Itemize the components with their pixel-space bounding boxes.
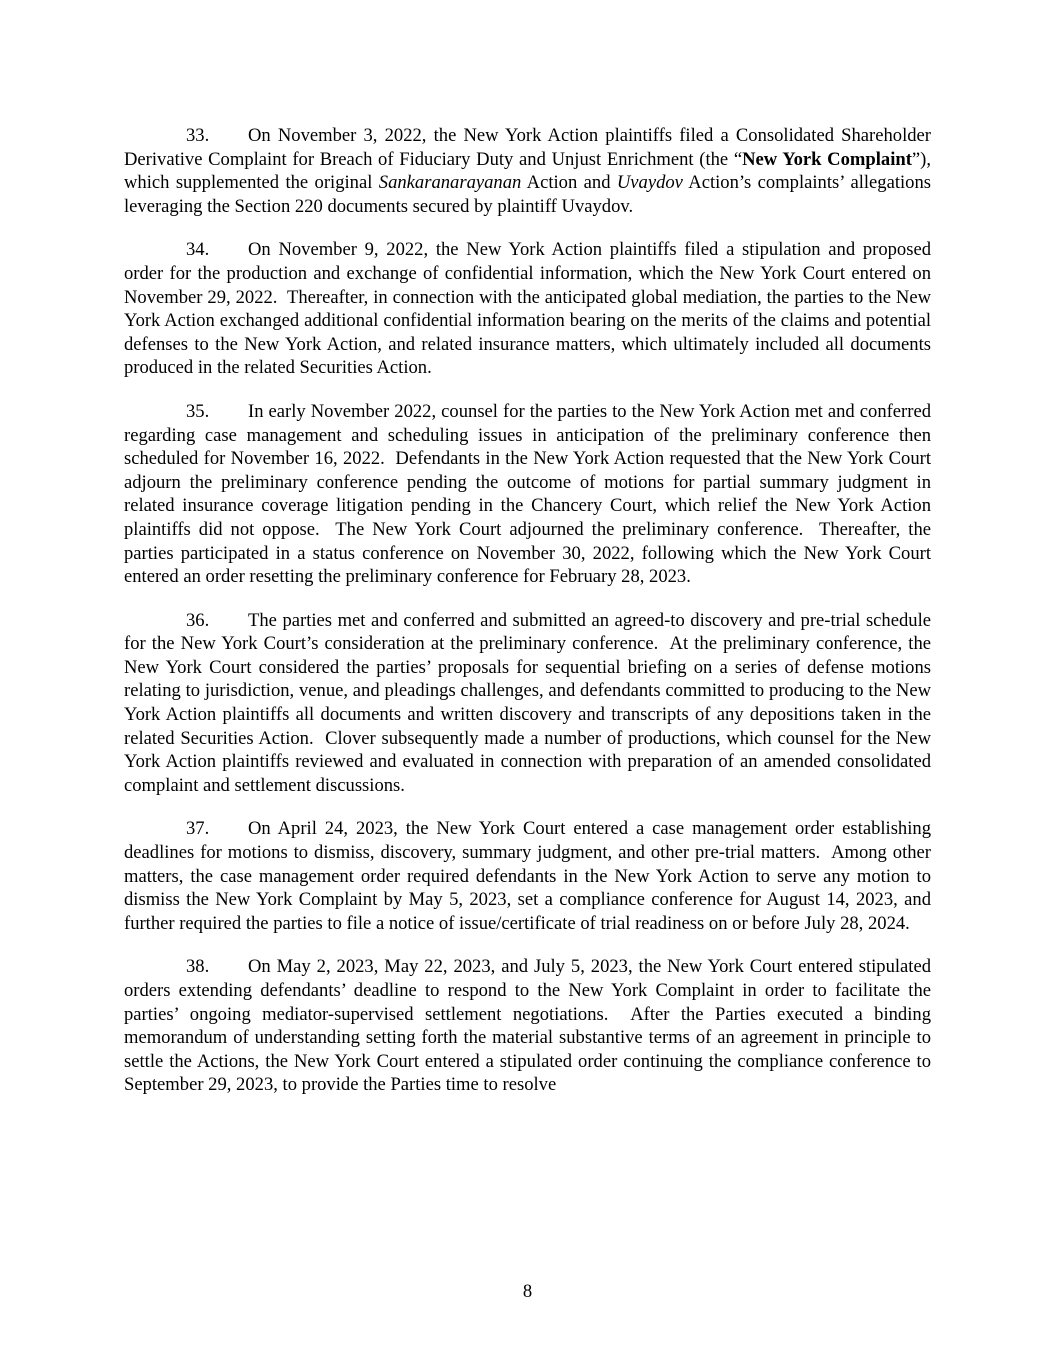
paragraph-number: 33. <box>186 125 210 146</box>
page-number: 8 <box>522 1281 533 1302</box>
paragraph-text: On April 24, 2023, the New York Court entered a case management order establishing deadlines for motions to dismiss, discovery, summary judgment, and other pre-trial matters. Among other matters, the case management order required defendants in the New York Action to serve any motion to dismiss the New York Complaint by May 5, 2023, set a compliance conference for August 14, 2023, and further required the parties to file a notice of issue/certificate of trial readiness on or before July 28, 2024. <box>124 818 931 934</box>
paragraph-34 <box>124 238 931 380</box>
paragraph-35 <box>124 400 931 589</box>
paragraph-number: 34. <box>186 239 210 261</box>
paragraph-number: 38. <box>186 956 210 978</box>
paragraph-text: In early November 2022, counsel for the parties to the New York Action met and conferred regarding case management and scheduling issues in anticipation of the preliminary conference then scheduled for November 16, 2022. Defendants in the New York Action requested that the New York Court adjourn the preliminary conference pending the outcome of motions for partial summary judgment in related insurance coverage litigation pending in the Chancery Court, which relief the New York Action plaintiffs did not oppose. The New York Court adjourned the preliminary conference. Thereafter, the parties participated in a status conference on November 30, 2022, following which the New York Court entered an order resetting the preliminary conference for February 28, 2023. <box>124 400 931 588</box>
paragraph-36 <box>124 609 931 798</box>
paragraph-text: The parties met and conferred and submitted an agreed-to discovery and pre-trial schedule for the New York Court’s consideration at the preliminary conference. At the preliminary conference, the New York Court considered the parties’ proposals for sequential briefing on a series of defense motions relating to jurisdiction, venue, and pleadings challenges, and defendants committed to producing to the New York Action plaintiffs all documents and written discovery and transcripts of any depositions taken in the related Securities Action. Clover subsequently made a number of productions, which counsel for the New York Action plaintiffs reviewed and evaluated in connection with preparation of an amended consolidated complaint and settlement discussions. <box>124 609 931 796</box>
paragraph-33: 33. On November 3, 2022, the New York Action plaintiffs filed a Consolidated Shareholder Derivative Complaint for Breach of Fiduciary Duty and Unjust Enrichment (the “New York Complaint”), which supplemented the original Sankaranarayanan Action and Uvaydov Action’s complaints’ allegations leveraging the Section 220 documents secured by plaintiff Uvaydov. <box>124 125 931 217</box>
paragraph-text: On November 9, 2022, the New York Action plaintiffs filed a stipulation and proposed order for the production and exchange of confidential information, which the New York Court entered on November 29, 2022. Thereafter, in connection with the anticipated global mediation, the parties to the New York Action exchanged additional confidential information bearing on the merits of the claims and potential defenses to the New York Action, and related insurance matters, which ultimately included all documents produced in the related Securities Action. <box>124 239 931 379</box>
paragraph-number: 36. <box>186 609 210 631</box>
paragraph-text: On May 2, 2023, May 22, 2023, and July 5, 2023, the New York Court entered stipulated orders extending defendants’ deadline to respond to the New York Complaint in order to facilitate the parties’ ongoing mediator-supervised settlement negotiations. After the Parties executed a binding memorandum of understanding setting forth the material substantive terms of an agreement in principle to settle the Actions, the New York Court entered a stipulated order continuing the compliance conference to September 29, 2023, to provide the Parties time to resolve <box>124 956 931 1096</box>
paragraph-38 <box>124 955 931 1097</box>
paragraph-37 <box>124 817 931 935</box>
case-name: Sankaranarayanan <box>378 172 522 194</box>
defined-term: New York Complaint <box>742 148 912 170</box>
paragraph-number: 35. <box>186 400 210 422</box>
case-name: Uvaydov <box>616 172 683 194</box>
paragraph-number: 37. <box>186 818 210 840</box>
document-body <box>124 124 931 1117</box>
